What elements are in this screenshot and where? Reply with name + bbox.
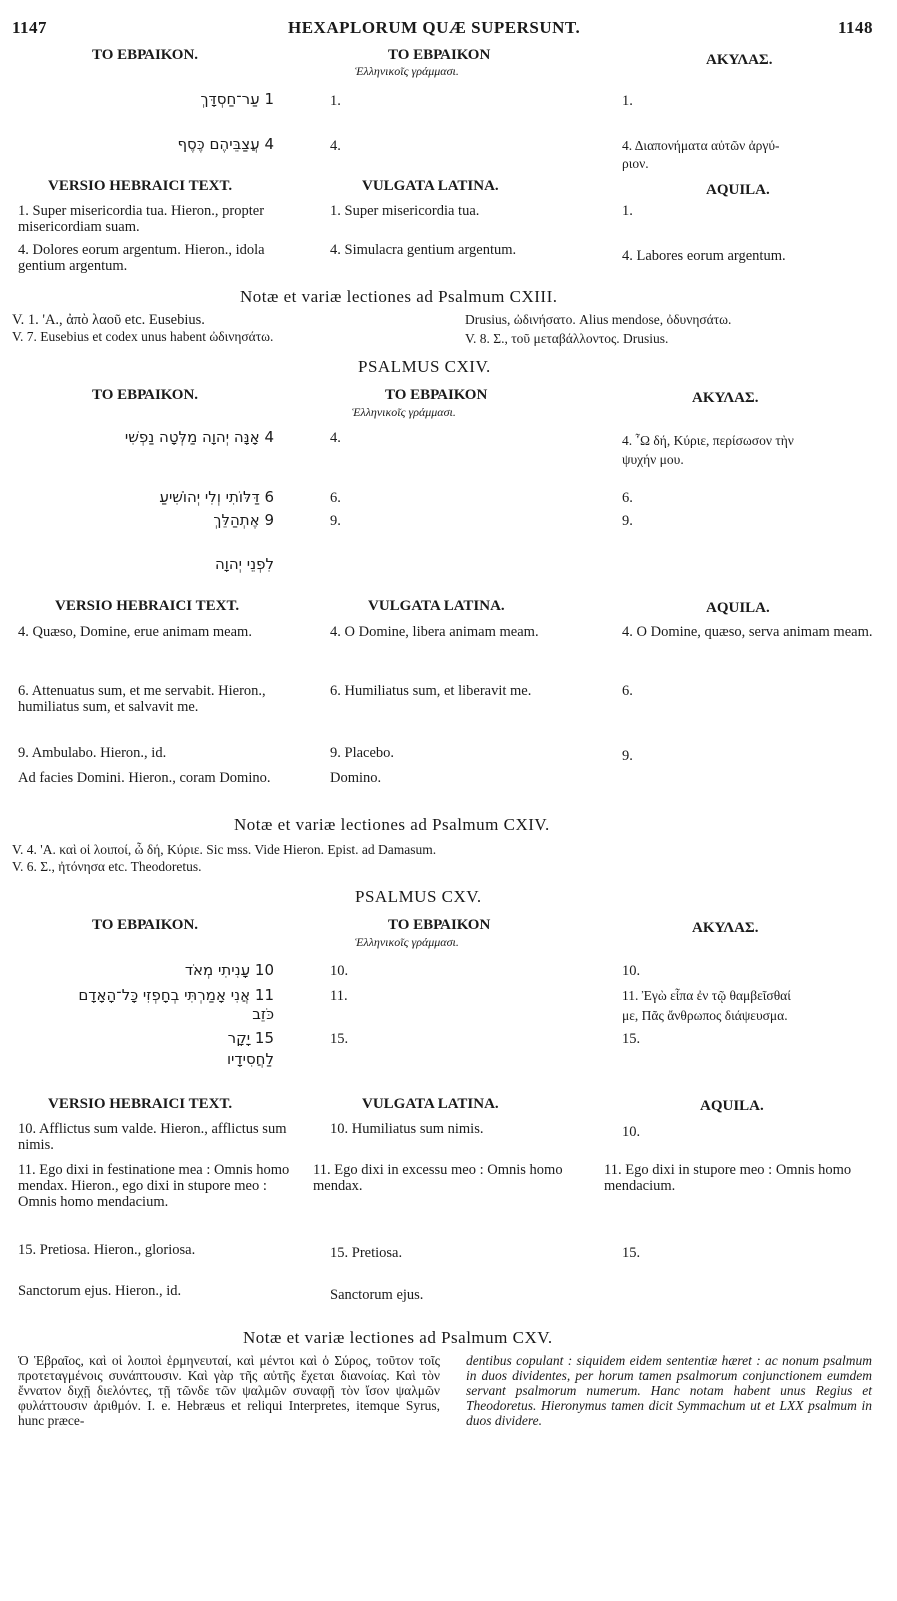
versio-114-verse-9-cont: Ad facies Domini. Hieron., coram Domino. <box>18 770 271 786</box>
translit-column-subheading-115: Ἑλληνικοῖς γράμμασι. <box>355 935 459 949</box>
aquila-114-verse-9: 9. <box>622 513 633 529</box>
vulgata-114-verse-4: 4. O Domine, libera animam meam. <box>330 624 539 640</box>
vulgata-115-verse-15-cont: Sanctorum ejus. <box>330 1287 424 1303</box>
translit-115-verse-15: 15. <box>330 1031 349 1047</box>
vulgata-114-verse-6: 6. Humiliatus sum, et liberavit me. <box>330 683 532 699</box>
aquila-greek-heading: ΑΚΥΛΑΣ. <box>706 52 773 68</box>
page-number-right: 1148 <box>838 18 874 37</box>
aquila-latin-verse-4: 4. Labores eorum argentum. <box>622 248 786 264</box>
versio-115-verse-15: 15. Pretiosa. Hieron., gloriosa. <box>18 1242 196 1258</box>
translit-verse-1: 1. <box>330 93 341 109</box>
aquila-latin-verse-1: 1. <box>622 203 633 219</box>
notes-title-ps115: Notæ et variæ lectiones ad Psalmum CXV. <box>243 1328 553 1347</box>
aquila-verse-4-cont: ριον. <box>622 156 649 171</box>
versio-114-verse-9: 9. Ambulabo. Hieron., id. <box>18 745 167 761</box>
aquila-latin-114-verse-9: 9. <box>622 748 633 764</box>
hebrew-column-heading-115: ΤΟ ΕΒΡΑΙΚΟΝ. <box>92 917 199 933</box>
aquila-115-verse-15: 15. <box>622 1031 641 1047</box>
translit-column-subheading: Ἑλληνικοῖς γράμμασι. <box>355 64 459 78</box>
vulgata-115-verse-11: 11. Ego dixi in excessu meo : Omnis homo mendax. <box>313 1162 563 1194</box>
versio-115-verse-10: 10. Afflictus sum valde. Hieron., afflictus sum nimis. <box>18 1121 287 1153</box>
page-title: HEXAPLORUM QUÆ SUPERSUNT. <box>288 18 581 37</box>
translit-column-heading-115: ΤΟ ΕΒΡΑΙΚΟΝ <box>388 917 491 933</box>
aquila-verse-1: 1. <box>622 93 633 109</box>
hebrew-column-heading-114: ΤΟ ΕΒΡΑΙΚΟΝ. <box>92 387 199 403</box>
versio-115-verse-11: 11. Ego dixi in festinatione mea : Omnis homo mendax. Hieron., ego dixi in stupore meo : Omnis homo mendacium. <box>18 1162 290 1210</box>
aquila-latin-115-verse-11: 11. Ego dixi in stupore meo : Omnis homo mendacium. <box>604 1162 852 1194</box>
note-ps114-1: V. 4. 'Α. καὶ οἱ λοιποί, ὦ δή, Κύριε. Sic mss. Vide Hieron. Epist. ad Damasum. <box>12 842 437 857</box>
aquila-latin-heading-114: AQUILA. <box>706 600 770 616</box>
aquila-115-verse-11: 11. Ἐγὼ εἶπα ἐν τῷ θαμβεῖσθαί <box>622 988 791 1003</box>
translit-column-subheading-114: Ἑλληνικοῖς γράμμασι. <box>352 405 456 419</box>
hebrew-114-verse-9-cont: לִפְנֵי יְהוָה <box>214 555 274 573</box>
hebrew-verse-4: 4 עֲצַבֵּיהֶם כֶּסֶף <box>177 135 274 153</box>
hebrew-115-verse-11: 11 אֲנִי אָמַרְתִּי בְחָפְזִי כָּל־הָאָדָם <box>78 986 274 1004</box>
note-ps113-1a: V. 1. 'Α., ἀπὸ λαοῦ etc. Eusebius. <box>12 312 205 328</box>
translit-115-verse-10: 10. <box>330 963 349 979</box>
hebrew-114-verse-9: 9 אֶתְהַלֵּךְ <box>213 511 274 529</box>
versio-114-verse-6: 6. Attenuatus sum, et me servabit. Hieron., humiliatus sum, et salvavit me. <box>18 683 266 715</box>
aquila-latin-115-verse-10: 10. <box>622 1124 641 1140</box>
versio-115-verse-15-cont: Sanctorum ejus. Hieron., id. <box>18 1283 182 1299</box>
page-number-left: 1147 <box>12 18 48 37</box>
hebrew-115-verse-15-cont: לַחֲסִידָיו <box>226 1050 274 1068</box>
note-ps113-2a: V. 7. Eusebius et codex unus habent ὠδινησάτω. <box>12 329 274 344</box>
vulgata-verse-4: 4. Simulacra gentium argentum. <box>330 242 517 258</box>
notes-title-ps114: Notæ et variæ lectiones ad Psalmum CXIV. <box>234 815 550 834</box>
psalm-title-115: PSALMUS CXV. <box>355 887 482 906</box>
aquila-114-verse-6: 6. <box>622 490 633 506</box>
translit-114-verse-6: 6. <box>330 490 341 506</box>
vulgata-114-verse-9-cont: Domino. <box>330 770 382 786</box>
translit-column-heading: ΤΟ ΕΒΡΑΙΚΟΝ <box>388 47 491 63</box>
aquila-latin-115-verse-15: 15. <box>622 1245 641 1261</box>
vulgata-heading: VULGATA LATINA. <box>362 178 499 194</box>
aquila-115-verse-11-cont: με, Πᾶς ἄνθρωπος διάψευσμα. <box>622 1008 788 1023</box>
aquila-115-verse-10: 10. <box>622 963 641 979</box>
aquila-latin-114-verse-4: 4. O Domine, quæso, serva animam meam. <box>622 624 873 640</box>
vulgata-heading-114: VULGATA LATINA. <box>368 598 505 614</box>
aquila-greek-heading-115: ΑΚΥΛΑΣ. <box>692 920 759 936</box>
aquila-latin-114-verse-6: 6. <box>622 683 633 699</box>
note-ps115-left: Ὁ Ἑβραῖος, καὶ οἱ λοιποὶ ἑρμηνευταί, καὶ μέντοι καὶ ὁ Σύρος, τοῦτον τοῖς προτεταγμένοις συνάπτουσιν. Καὶ γὰρ τῆς αὐτῆς ἔχεται διανοίας. Καὶ τὸν ἔννατον διχῇ διελόντες, τῇ τῶνδε τῶν ψαλμῶν συναφῇ τὸν ἴσον ψαλμῶν φυλάττουσιν ἀριθμόν. I. e. Hebræus et reliqui Interpretes, itemque Syrus, hunc præce- <box>18 1353 440 1428</box>
note-ps113-2b: V. 8. Σ., τοῦ μεταβάλλοντος. Drusius. <box>465 331 669 346</box>
vulgata-heading-115: VULGATA LATINA. <box>362 1096 499 1112</box>
aquila-114-verse-4-cont: ψυχήν μου. <box>622 452 684 467</box>
aquila-greek-heading-114: ΑΚΥΛΑΣ. <box>692 390 759 406</box>
hebrew-115-verse-15: 15 יָקָר <box>227 1029 274 1047</box>
versio-heading-115: VERSIO HEBRAICI TEXT. <box>48 1096 233 1112</box>
notes-title-ps113: Notæ et variæ lectiones ad Psalmum CXIII. <box>240 287 558 306</box>
translit-114-verse-9: 9. <box>330 513 341 529</box>
versio-verse-1: 1. Super misericordia tua. Hieron., propter misericordiam suam. <box>18 203 265 235</box>
vulgata-115-verse-10: 10. Humiliatus sum nimis. <box>330 1121 484 1137</box>
versio-114-verse-4: 4. Quæso, Domine, erue animam meam. <box>18 624 252 640</box>
aquila-latin-heading: AQUILA. <box>706 182 770 198</box>
note-ps114-2: V. 6. Σ., ἠτόνησα etc. Theodoretus. <box>12 859 202 874</box>
aquila-verse-4: 4. Διαπονήματα αὐτῶν ἀργύ- <box>622 138 780 153</box>
note-ps113-1b: Drusius, ὠδινήσατο. Alius mendose, ὀδυνησάτω. <box>465 312 732 327</box>
versio-verse-4: 4. Dolores eorum argentum. Hieron., idola gentium argentum. <box>18 242 265 274</box>
translit-column-heading-114: ΤΟ ΕΒΡΑΙΚΟΝ <box>385 387 488 403</box>
translit-115-verse-11: 11. <box>330 988 348 1004</box>
aquila-latin-heading-115: AQUILA. <box>700 1098 764 1114</box>
hebrew-114-verse-6: 6 דַּלּוֹתִי וְלִי יְהוֹשִׁיעַ <box>159 488 274 506</box>
hebrew-114-verse-4: 4 אָנָּה יְהוָה מַלְּטָה נַפְשִׁי <box>124 428 274 446</box>
vulgata-114-verse-9: 9. Placebo. <box>330 745 395 761</box>
translit-114-verse-4: 4. <box>330 430 341 446</box>
vulgata-verse-1: 1. Super misericordia tua. <box>330 203 480 219</box>
aquila-114-verse-4: 4. ῏Ω δή, Κύριε, περίσωσον τὴν <box>622 433 794 448</box>
hebrew-115-verse-11-cont: כֹּזֵב <box>252 1005 274 1023</box>
hebrew-verse-1: 1 עַר־חַסְדָּךְ <box>200 90 274 108</box>
versio-heading-114: VERSIO HEBRAICI TEXT. <box>55 598 240 614</box>
hebrew-115-verse-10: 10 עָנִיתִי מְאֹד <box>184 961 274 979</box>
psalm-title-114: PSALMUS CXIV. <box>358 357 491 376</box>
note-ps115-right: dentibus copulant : siquidem eidem sententiæ hæret : ac nonum psalmum in duos dividentes, per horum tamen psalmorum conjunctionem eumdem servant psalmorum numerum. Hanc notam habent unus Regius et Theodoretus. Hieronymus tamen dicit Symmachum ut et LXX psalmum in duos dividere. <box>466 1353 872 1428</box>
translit-verse-4: 4. <box>330 138 341 154</box>
hebrew-column-heading: ΤΟ ΕΒΡΑΙΚΟΝ. <box>92 47 199 63</box>
vulgata-115-verse-15: 15. Pretiosa. <box>330 1245 403 1261</box>
versio-heading: VERSIO HEBRAICI TEXT. <box>48 178 233 194</box>
